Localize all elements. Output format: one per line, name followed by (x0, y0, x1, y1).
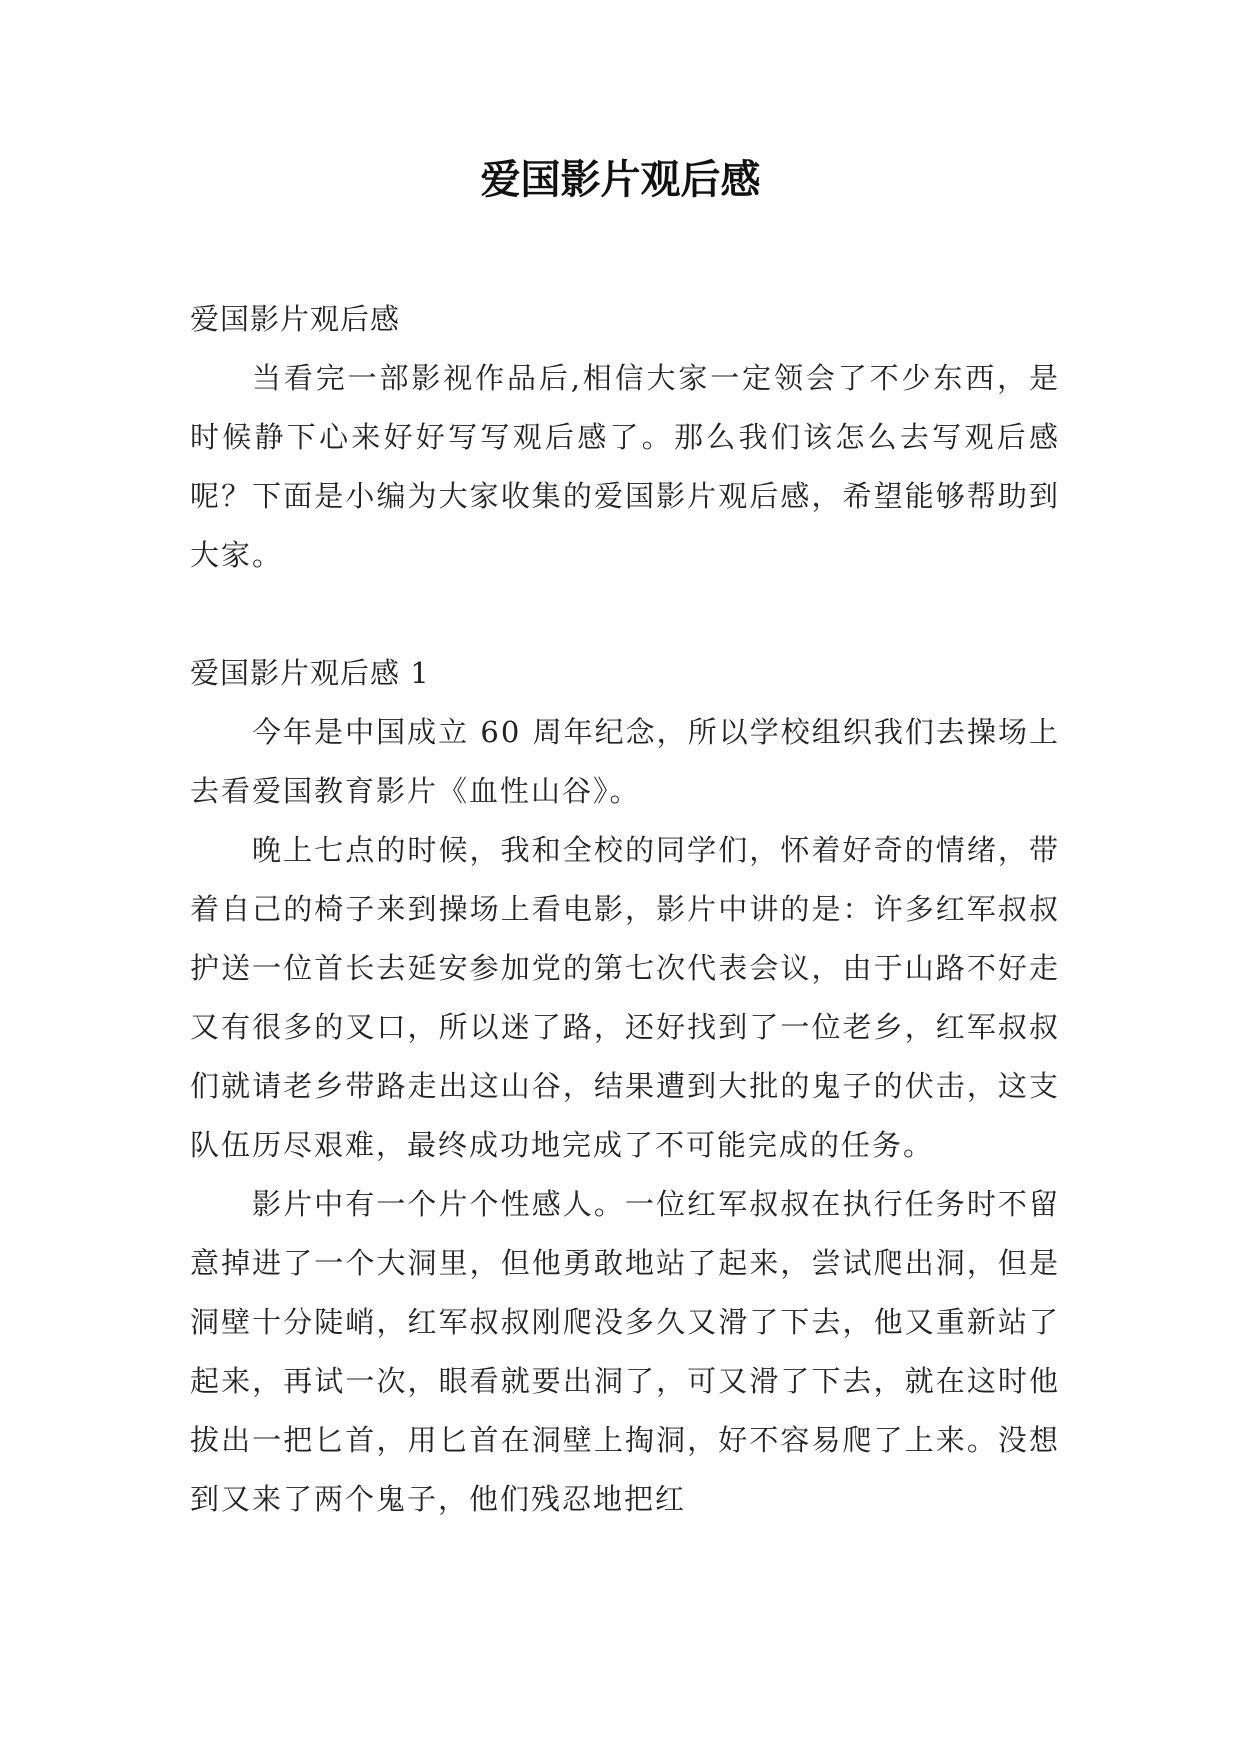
section1-paragraph-2: 晚上七点的时候，我和全校的同学们，怀着好奇的情绪，带着自己的椅子来到操场上看电影，影片中讲的是：许多红军叔叔护送一位首长去延安参加党的第七次代表会议，由于山路不好走又有很多的叉口，所以迷了路，还好找到了一位老乡，红军叔叔们就请老乡带路走出这山谷，结果遭到大批的鬼子的伏击，这支队伍历尽艰难，最终成功地完成了不可能完成的任务。 (190, 833, 1060, 1162)
section1-paragraph-3: 影片中有一个片个性感人。一位红军叔叔在执行任务时不留意掉进了一个大洞里，但他勇敢地站了起来，尝试爬出洞，但是洞壁十分陡峭，红军叔叔刚爬没多久又滑了下去，他又重新站了起来，再试一次，眼看就要出洞了，可又滑了下去，就在这时他拔出一把匕首，用匕首在洞壁上掏洞，好不容易爬了上来。没想到又来了两个鬼子，他们残忍地把红 (190, 1187, 1060, 1516)
section1-heading: 爱国影片观后感 1 (190, 656, 430, 690)
document-title: 爱国影片观后感 (480, 156, 761, 203)
intro-paragraph: 当看完一部影视作品后,相信大家一定领会了不少东西，是时候静下心来好好写写观后感了。那么我们该怎么去写观后感呢？下面是小编为大家收集的爱国影片观后感，希望能够帮助到大家。 (190, 361, 1060, 572)
document-body (190, 290, 1060, 1529)
intro-heading: 爱国影片观后感 (190, 302, 401, 336)
section1-paragraph-1: 今年是中国成立 60 周年纪念，所以学校组织我们去操场上去看爱国教育影片《血性山谷》。 (190, 715, 1060, 808)
section-spacer (190, 585, 1060, 644)
